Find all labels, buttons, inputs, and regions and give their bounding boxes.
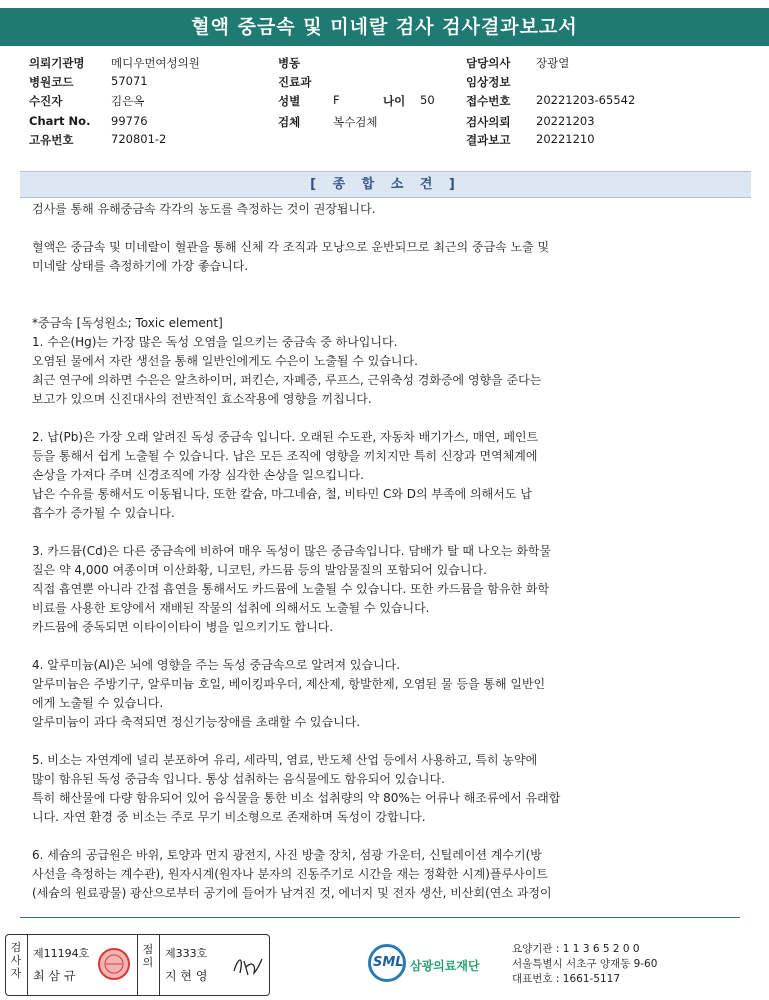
request-label: 검사의뢰 [466,115,511,129]
lead-paragraph: 2. 납(Pb)은 가장 오래 알려진 독성 중금속 입니다. 오래된 수도관, 자동차 배기가스, 매연, 페인트 등을 통해서 쉽게 노출될 수 있습니다. 납은 모든 조직에 영향을 끼치지만 특히 신장과 면역체계에 손상을 가져다 주며 신경조직에 가장 심각한 손상을 일으킵니다. 납은 수유를 통해서도 이동됩니다. 또한 칼슘, 마그네슘, 철, 비타민 C와 D의 부족에 의해서도 납 흡수가 증가될 수 있습니다. [32,430,539,520]
ward-label: 병동 [278,56,301,70]
cadmium-paragraph: 3. 카드뮴(Cd)은 다른 중금속에 비하여 매우 독성이 많은 중금속입니다. 담배가 탈 때 나오는 화학물 질은 약 4,000 여종이며 이산화황, 니코틴, 카드뮴 등의 발암물질의 포함되어 있습니다. 직접 흡연뿐 아니라 간접 흡연을 통해서도 카드뮴에 노출될 수 있습니다. 또한 카드뮴을 함유한 화학 비료를 사용한 토양에서 재배된 작물의 섭취에 의해서도 노출될 수 있습니다. 카드뮴에 중독되면 이타이이타이 병을 일으키기도 합니다. [32,544,552,634]
specimen-value: 복수검체 [333,115,378,129]
report-label: 결과보고 [466,133,511,147]
sml-logo-text: SML [373,955,404,970]
address-line: 서울특별시 서초구 양재동 9-60 [512,958,658,970]
institution-label: 의뢰기관명 [29,56,85,70]
physician-signature-icon [228,949,264,983]
receipt-label: 접수번호 [466,94,511,108]
phone-line: 대표번호 : 1661-5117 [512,973,621,985]
unique-label: 고유번호 [29,133,74,147]
physician-vertical-label: 점의 [142,943,154,969]
sex-value: F [333,93,340,107]
institution-value: 메디우먼여성의원 [111,56,200,70]
lab-address [512,942,657,987]
receipt-value: 20221203-65542 [536,93,636,107]
age-label: 나이 [383,94,406,108]
footer-divider [20,917,740,918]
report-value: 20221210 [536,132,595,146]
hospital-code-label: 병원코드 [29,75,74,89]
mercury-paragraph: 1. 수은(Hg)는 가장 많은 독성 오염을 일으키는 중금속 중 하나입니다. 오염된 물에서 자란 생선을 통해 일반인에게도 수은이 노출될 수 있습니다. 최근 연구에 의하면 수은은 알츠하이머, 퍼킨슨, 자폐증, 루프스, 근위축성 경화증에 영향을 준다는 보고가 있으며 신진대사의 전반적인 효소작용에 영향을 끼칩니다. [32,335,542,406]
toxic-heading: *중금속 [독성원소; Toxic element] [32,316,223,330]
intro-paragraph: 검사를 통해 유해중금속 각각의 농도를 측정하는 것이 권장됩니다. [32,202,376,216]
chart-value: 99776 [111,114,148,128]
chart-label: Chart No. [29,114,91,128]
cesium-paragraph: 6. 세슘의 공급원은 바위, 토양과 먼지 광전지, 사진 방출 장치, 섬광 가운터, 신틸레이션 계수기(방 사선을 측정하는 계수관), 원자시계(원자나 분자의 진동주기로 시간을 재는 정확한 시계)플루사이트 (세슘의 원료광물) 광산으로부터 공기에 들어가 남겨진 것, 에너지 및 전자 생산, 비산회(연소 과정이 [32,848,552,900]
summary-content [32,200,692,922]
unique-value: 720801-2 [111,132,167,146]
patient-value: 김은옥 [111,94,145,108]
dept-label: 진료과 [278,75,312,89]
hospital-code-value: 57071 [111,74,148,88]
physician-name: 지 현 영 [165,969,208,983]
examiner-seal-icon [96,945,132,983]
signature-box [5,934,270,996]
brand-name: 삼광의료재단 [410,959,480,973]
doctor-value: 장광열 [536,56,570,70]
sex-label: 성별 [278,94,301,108]
blood-paragraph: 혈액은 중금속 및 미네랄이 혈관을 통해 신체 각 조직과 모낭으로 운반되므로 최근의 중금속 노출 및 미네랄 상태를 측정하기에 가장 좋습니다. [32,240,550,273]
examiner-name: 최 삼 규 [33,969,76,983]
patient-info [0,52,769,152]
examiner-license: 제11194호 [33,947,90,960]
aluminum-paragraph: 4. 알루미늄(Al)은 뇌에 영향을 주는 독성 중금속으로 알려져 있습니다. 알루미늄은 주방기구, 알루미늄 호일, 베이킹파우더, 제산제, 항발한제, 오염된 물 등을 통해 일반인 에게 노출될 수 있습니다. 알루미늄이 과다 축적되면 정신기능장애를 초래할 수 있습니다. [32,658,546,729]
clinical-label: 임상정보 [466,75,511,89]
report-title: 혈액 중금속 및 미네랄 검사 검사결과보고서 [0,8,769,46]
doctor-label: 담당의사 [466,56,511,70]
summary-section-title: [ 종 합 소 견 ] [20,171,751,198]
specimen-label: 검체 [278,115,301,129]
examiner-vertical-label: 검사자 [10,941,22,980]
patient-label: 수진자 [29,94,63,108]
request-value: 20221203 [536,114,595,128]
physician-license: 제333호 [165,947,208,960]
arsenic-paragraph: 5. 비소는 자연계에 널리 분포하여 유리, 세라믹, 염료, 반도체 산업 등에서 사용하고, 특히 농약에 많이 함유된 독성 중금속 입니다. 통상 섭취하는 음식물에도 함유되어 있습니다. 특히 해산물에 다량 함유되어 있어 음식물을 통한 비소 섭취량의 약 80%는 어류나 해조류에서 유래합 니다. 자연 환경 중 비소는 주로 무기 비소형으로 존재하며 독성이 강합니다. [32,753,561,824]
provider-number: 요양기관 : 1 1 3 6 5 2 0 0 [512,943,640,955]
age-value: 50 [420,93,435,107]
